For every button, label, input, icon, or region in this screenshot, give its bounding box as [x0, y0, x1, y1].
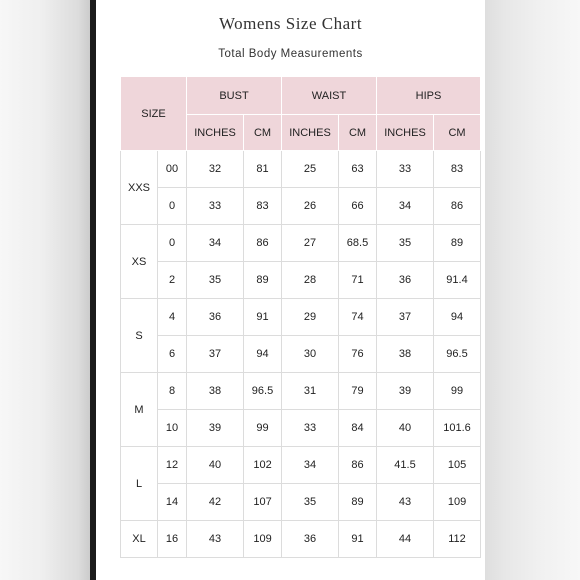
header-hips: HIPS	[377, 77, 481, 115]
hips-inches: 41.5	[377, 447, 434, 484]
waist-inches: 31	[282, 373, 339, 410]
bust-cm: 89	[244, 262, 282, 299]
page-subtitle: Total Body Measurements	[218, 48, 363, 60]
table-row	[121, 373, 481, 410]
bust-cm: 109	[244, 521, 282, 558]
hips-inches: 33	[377, 151, 434, 188]
size-number: 0	[158, 225, 187, 262]
background-right	[485, 0, 580, 580]
size-label-xl: XL	[121, 521, 158, 558]
size-label-s: S	[121, 299, 158, 373]
hips-cm: 96.5	[434, 336, 481, 373]
hips-inches: 38	[377, 336, 434, 373]
page-title: Womens Size Chart	[218, 14, 363, 33]
size-number: 8	[158, 373, 187, 410]
bust-cm: 99	[244, 410, 282, 447]
waist-inches: 29	[282, 299, 339, 336]
table-row	[121, 484, 481, 521]
size-label-xxs: XXS	[121, 151, 158, 225]
hips-cm: 94	[434, 299, 481, 336]
size-label-xs: XS	[121, 225, 158, 299]
waist-inches: 36	[282, 521, 339, 558]
size-number: 2	[158, 262, 187, 299]
hips-inches: 37	[377, 299, 434, 336]
bust-inches: 34	[187, 225, 244, 262]
waist-cm: 86	[339, 447, 377, 484]
size-label-l: L	[121, 447, 158, 521]
hips-inches: 44	[377, 521, 434, 558]
table-row	[121, 336, 481, 373]
hips-cm: 91.4	[434, 262, 481, 299]
waist-cm: 79	[339, 373, 377, 410]
bust-inches: 38	[187, 373, 244, 410]
bust-inches: 32	[187, 151, 244, 188]
size-number: 12	[158, 447, 187, 484]
hips-inches: 36	[377, 262, 434, 299]
table-row	[121, 410, 481, 447]
waist-cm: 71	[339, 262, 377, 299]
table-row	[121, 225, 481, 262]
waist-cm: 89	[339, 484, 377, 521]
hips-inches: 39	[377, 373, 434, 410]
bust-inches: 39	[187, 410, 244, 447]
size-number: 6	[158, 336, 187, 373]
size-number: 4	[158, 299, 187, 336]
hips-cm: 86	[434, 188, 481, 225]
bust-inches: 37	[187, 336, 244, 373]
table-row	[121, 521, 481, 558]
waist-inches: 33	[282, 410, 339, 447]
waist-cm: 68.5	[339, 225, 377, 262]
header-bust-cm: CM	[244, 115, 282, 151]
size-number: 0	[158, 188, 187, 225]
hips-inches: 34	[377, 188, 434, 225]
table-row	[121, 188, 481, 225]
header-waist-inches: INCHES	[282, 115, 339, 151]
size-number: 14	[158, 484, 187, 521]
waist-cm: 63	[339, 151, 377, 188]
bust-inches: 35	[187, 262, 244, 299]
waist-inches: 25	[282, 151, 339, 188]
header-size: SIZE	[121, 77, 187, 151]
waist-cm: 76	[339, 336, 377, 373]
hips-cm: 105	[434, 447, 481, 484]
table-row	[121, 151, 481, 188]
bust-cm: 94	[244, 336, 282, 373]
bust-cm: 96.5	[244, 373, 282, 410]
table-row	[121, 299, 481, 336]
header-hips-inches: INCHES	[377, 115, 434, 151]
hips-cm: 99	[434, 373, 481, 410]
bust-cm: 83	[244, 188, 282, 225]
hips-inches: 35	[377, 225, 434, 262]
size-number: 00	[158, 151, 187, 188]
waist-inches: 35	[282, 484, 339, 521]
bust-cm: 86	[244, 225, 282, 262]
waist-inches: 28	[282, 262, 339, 299]
hips-cm: 83	[434, 151, 481, 188]
background-left	[0, 0, 92, 580]
size-chart-table	[120, 76, 481, 558]
bust-inches: 42	[187, 484, 244, 521]
bust-inches: 33	[187, 188, 244, 225]
hips-cm: 109	[434, 484, 481, 521]
size-number: 10	[158, 410, 187, 447]
waist-cm: 74	[339, 299, 377, 336]
bust-inches: 43	[187, 521, 244, 558]
bust-inches: 40	[187, 447, 244, 484]
header-bust-inches: INCHES	[187, 115, 244, 151]
bust-cm: 107	[244, 484, 282, 521]
waist-inches: 26	[282, 188, 339, 225]
header-hips-cm: CM	[434, 115, 481, 151]
waist-inches: 27	[282, 225, 339, 262]
hips-cm: 89	[434, 225, 481, 262]
waist-inches: 34	[282, 447, 339, 484]
hips-inches: 40	[377, 410, 434, 447]
waist-cm: 84	[339, 410, 377, 447]
waist-cm: 91	[339, 521, 377, 558]
bust-cm: 102	[244, 447, 282, 484]
table-row	[121, 262, 481, 299]
bust-cm: 81	[244, 151, 282, 188]
hips-cm: 112	[434, 521, 481, 558]
hips-inches: 43	[377, 484, 434, 521]
header-waist-cm: CM	[339, 115, 377, 151]
bust-cm: 91	[244, 299, 282, 336]
table-row	[121, 447, 481, 484]
waist-inches: 30	[282, 336, 339, 373]
header-bust: BUST	[187, 77, 282, 115]
waist-cm: 66	[339, 188, 377, 225]
size-label-m: M	[121, 373, 158, 447]
size-number: 16	[158, 521, 187, 558]
hips-cm: 101.6	[434, 410, 481, 447]
bust-inches: 36	[187, 299, 244, 336]
header-waist: WAIST	[282, 77, 377, 115]
